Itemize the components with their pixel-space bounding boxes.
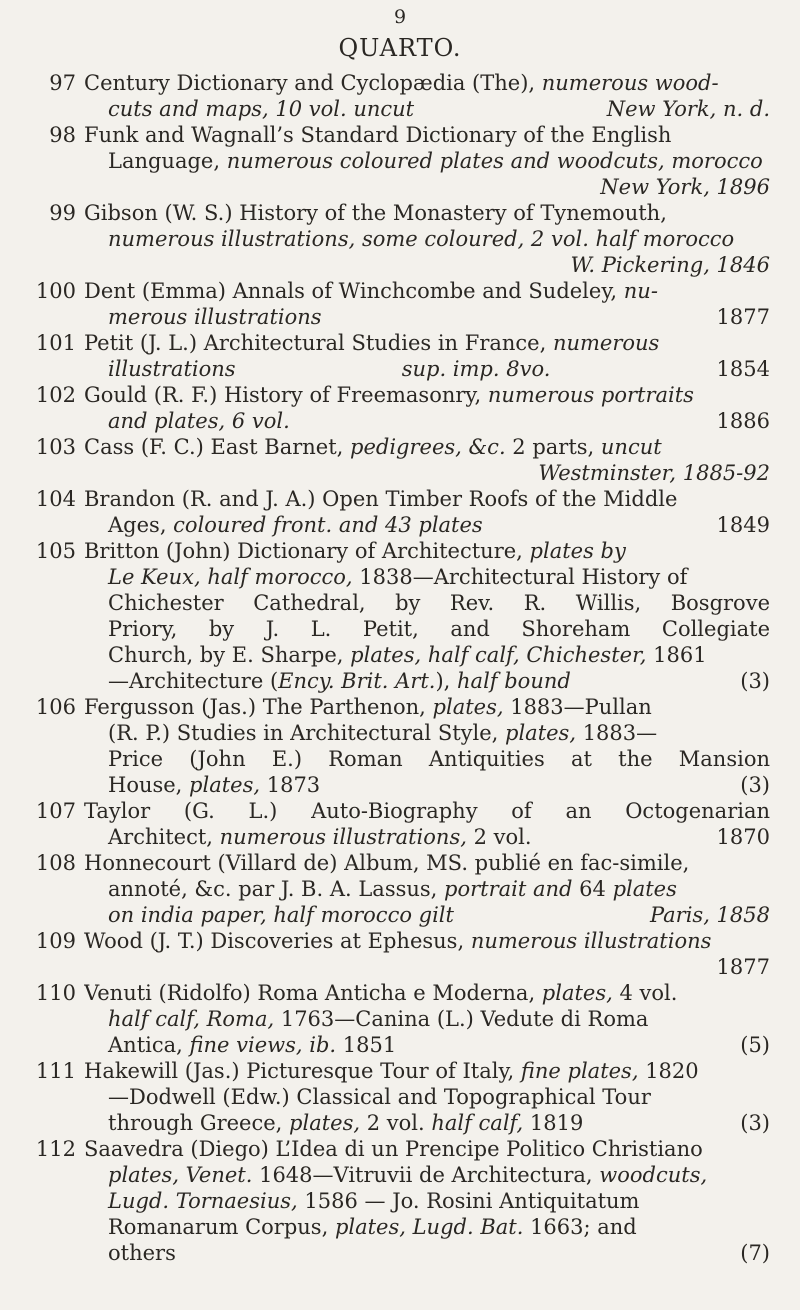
entry-line: Venuti (Ridolfo) Roma Anticha e Moderna, plates, 4 vol.	[84, 981, 678, 1005]
catalogue-entry	[30, 122, 770, 200]
entry-line: Funk and Wagnall’s Standard Dictionary of the English	[84, 123, 672, 147]
lot-number: 110	[35, 981, 76, 1005]
catalogue-entry	[30, 382, 770, 434]
lot-number: 108	[35, 851, 76, 875]
entry-line: Honnecourt (Villard de) Album, MS. publié en fac-simile,	[84, 851, 690, 875]
entry-line: Romanarum Corpus, plates, Lugd. Bat. 1663; and	[108, 1215, 637, 1239]
entry-line: Hakewill (Jas.) Picturesque Tour of Italy, fine plates, 1820	[84, 1059, 699, 1083]
entry-line: Le Keux, half morocco, 1838—Architectural History of	[108, 565, 688, 589]
lot-number: 112	[35, 1137, 76, 1161]
entry-line: House, plates, 1873 (3)	[108, 773, 770, 797]
entry-line: Cass (F. C.) East Barnet, pedigrees, &c. 2 parts, uncut	[84, 435, 662, 459]
entry-line: Lugd. Tornaesius, 1586 — Jo. Rosini Antiquitatum	[108, 1189, 640, 1213]
entry-line: annoté, &c. par J. B. A. Lassus, portrait and 64 plates	[108, 877, 677, 901]
entry-line: Architect, numerous illustrations, 2 vol. 1870	[108, 825, 770, 849]
catalogue-entry	[30, 200, 770, 278]
entry-line: cuts and maps, 10 vol. uncut New York, n. d.	[108, 97, 770, 121]
catalogue-entry	[30, 1136, 770, 1266]
lot-number: 100	[35, 279, 76, 303]
entry-line: Chichester Cathedral, by Rev. R. Willis, Bosgrove	[108, 591, 770, 615]
lot-number: 106	[35, 695, 76, 719]
catalogue-entry	[30, 928, 770, 980]
catalogue-entry	[30, 434, 770, 486]
entry-line: Antica, fine views, ib. 1851 (5)	[108, 1033, 770, 1057]
entry-line: merous illustrations 1877	[108, 305, 770, 329]
entry-line: (R. P.) Studies in Architectural Style, plates, 1883—	[108, 721, 658, 745]
entry-line: Wood (J. T.) Discoveries at Ephesus, numerous illustrations	[84, 929, 712, 953]
lot-number: 97	[49, 71, 76, 95]
entry-line: Gould (R. F.) History of Freemasonry, numerous portraits	[84, 383, 694, 407]
entry-line: W. Pickering, 1846	[570, 253, 770, 277]
running-head: QUARTO.	[338, 34, 462, 62]
entry-line: half calf, Roma, 1763—Canina (L.) Vedute di Roma	[108, 1007, 649, 1031]
lot-number: 103	[35, 435, 76, 459]
entry-line: Century Dictionary and Cyclopædia (The), numerous wood-	[84, 71, 719, 95]
entry-line: Gibson (W. S.) History of the Monastery of Tynemouth,	[84, 201, 667, 225]
entry-line: Language, numerous coloured plates and woodcuts, morocco	[108, 149, 763, 173]
entry-line: Priory, by J. L. Petit, and Shoreham Collegiate	[108, 617, 770, 641]
entry-line: plates, Venet. 1648—Vitruvii de Architectura, woodcuts,	[108, 1163, 708, 1187]
catalogue-entry	[30, 850, 770, 928]
entry-line: and plates, 6 vol. 1886	[108, 409, 770, 433]
entry-line: New York, 1896	[600, 175, 770, 199]
entry-line: Saavedra (Diego) L’Idea di un Prencipe Politico Christiano	[84, 1137, 703, 1161]
entry-line: Price (John E.) Roman Antiquities at the Mansion	[108, 747, 770, 771]
catalogue-entry	[30, 798, 770, 850]
lot-number: 105	[35, 539, 76, 563]
lot-number: 99	[49, 201, 76, 225]
entry-line: Taylor (G. L.) Auto-Biography of an Octogenarian	[84, 799, 770, 823]
entry-line: numerous illustrations, some coloured, 2 vol. half morocco	[108, 227, 735, 251]
catalogue-entry	[30, 70, 770, 122]
catalogue-entry	[30, 538, 770, 694]
entry-line: Westminster, 1885-92	[538, 461, 770, 485]
catalogue-entry	[30, 1058, 770, 1136]
catalogue-entry	[30, 278, 770, 330]
entry-line: Brandon (R. and J. A.) Open Timber Roofs of the Middle	[84, 487, 678, 511]
entry-line: Ages, coloured front. and 43 plates 1849	[108, 513, 770, 537]
lot-number: 104	[35, 487, 76, 511]
catalogue-entry	[30, 980, 770, 1058]
catalogue-entry	[30, 694, 770, 798]
lot-number: 107	[35, 799, 76, 823]
entry-line: —Dodwell (Edw.) Classical and Topographical Tour	[108, 1085, 651, 1109]
entry-line: through Greece, plates, 2 vol. half calf, 1819 (3)	[108, 1111, 770, 1135]
entry-line: illustrations sup. imp. 8vo. 1854	[108, 357, 770, 381]
lot-number: 109	[35, 929, 76, 953]
entry-list	[30, 70, 770, 1266]
entry-line: 1877	[716, 955, 770, 979]
entry-line: Church, by E. Sharpe, plates, half calf, Chichester, 1861	[108, 643, 707, 667]
lot-number: 101	[35, 331, 76, 355]
catalogue-entry	[30, 486, 770, 538]
page-number: 9	[393, 6, 407, 28]
entry-line: Britton (John) Dictionary of Architecture, plates by	[84, 539, 626, 563]
entry-line: —Architecture (Ency. Brit. Art.), half bound (3)	[108, 669, 770, 693]
lot-number: 102	[35, 383, 76, 407]
entry-line: others (7)	[108, 1241, 770, 1265]
entry-line: on india paper, half morocco gilt Paris, 1858	[108, 903, 770, 927]
catalogue-entry	[30, 330, 770, 382]
entry-line: Dent (Emma) Annals of Winchcombe and Sudeley, nu-	[84, 279, 658, 303]
lot-number: 98	[49, 123, 76, 147]
entry-line: Petit (J. L.) Architectural Studies in France, numerous	[84, 331, 660, 355]
entry-line: Fergusson (Jas.) The Parthenon, plates, 1883—Pullan	[84, 695, 652, 719]
lot-number: 111	[35, 1059, 76, 1083]
